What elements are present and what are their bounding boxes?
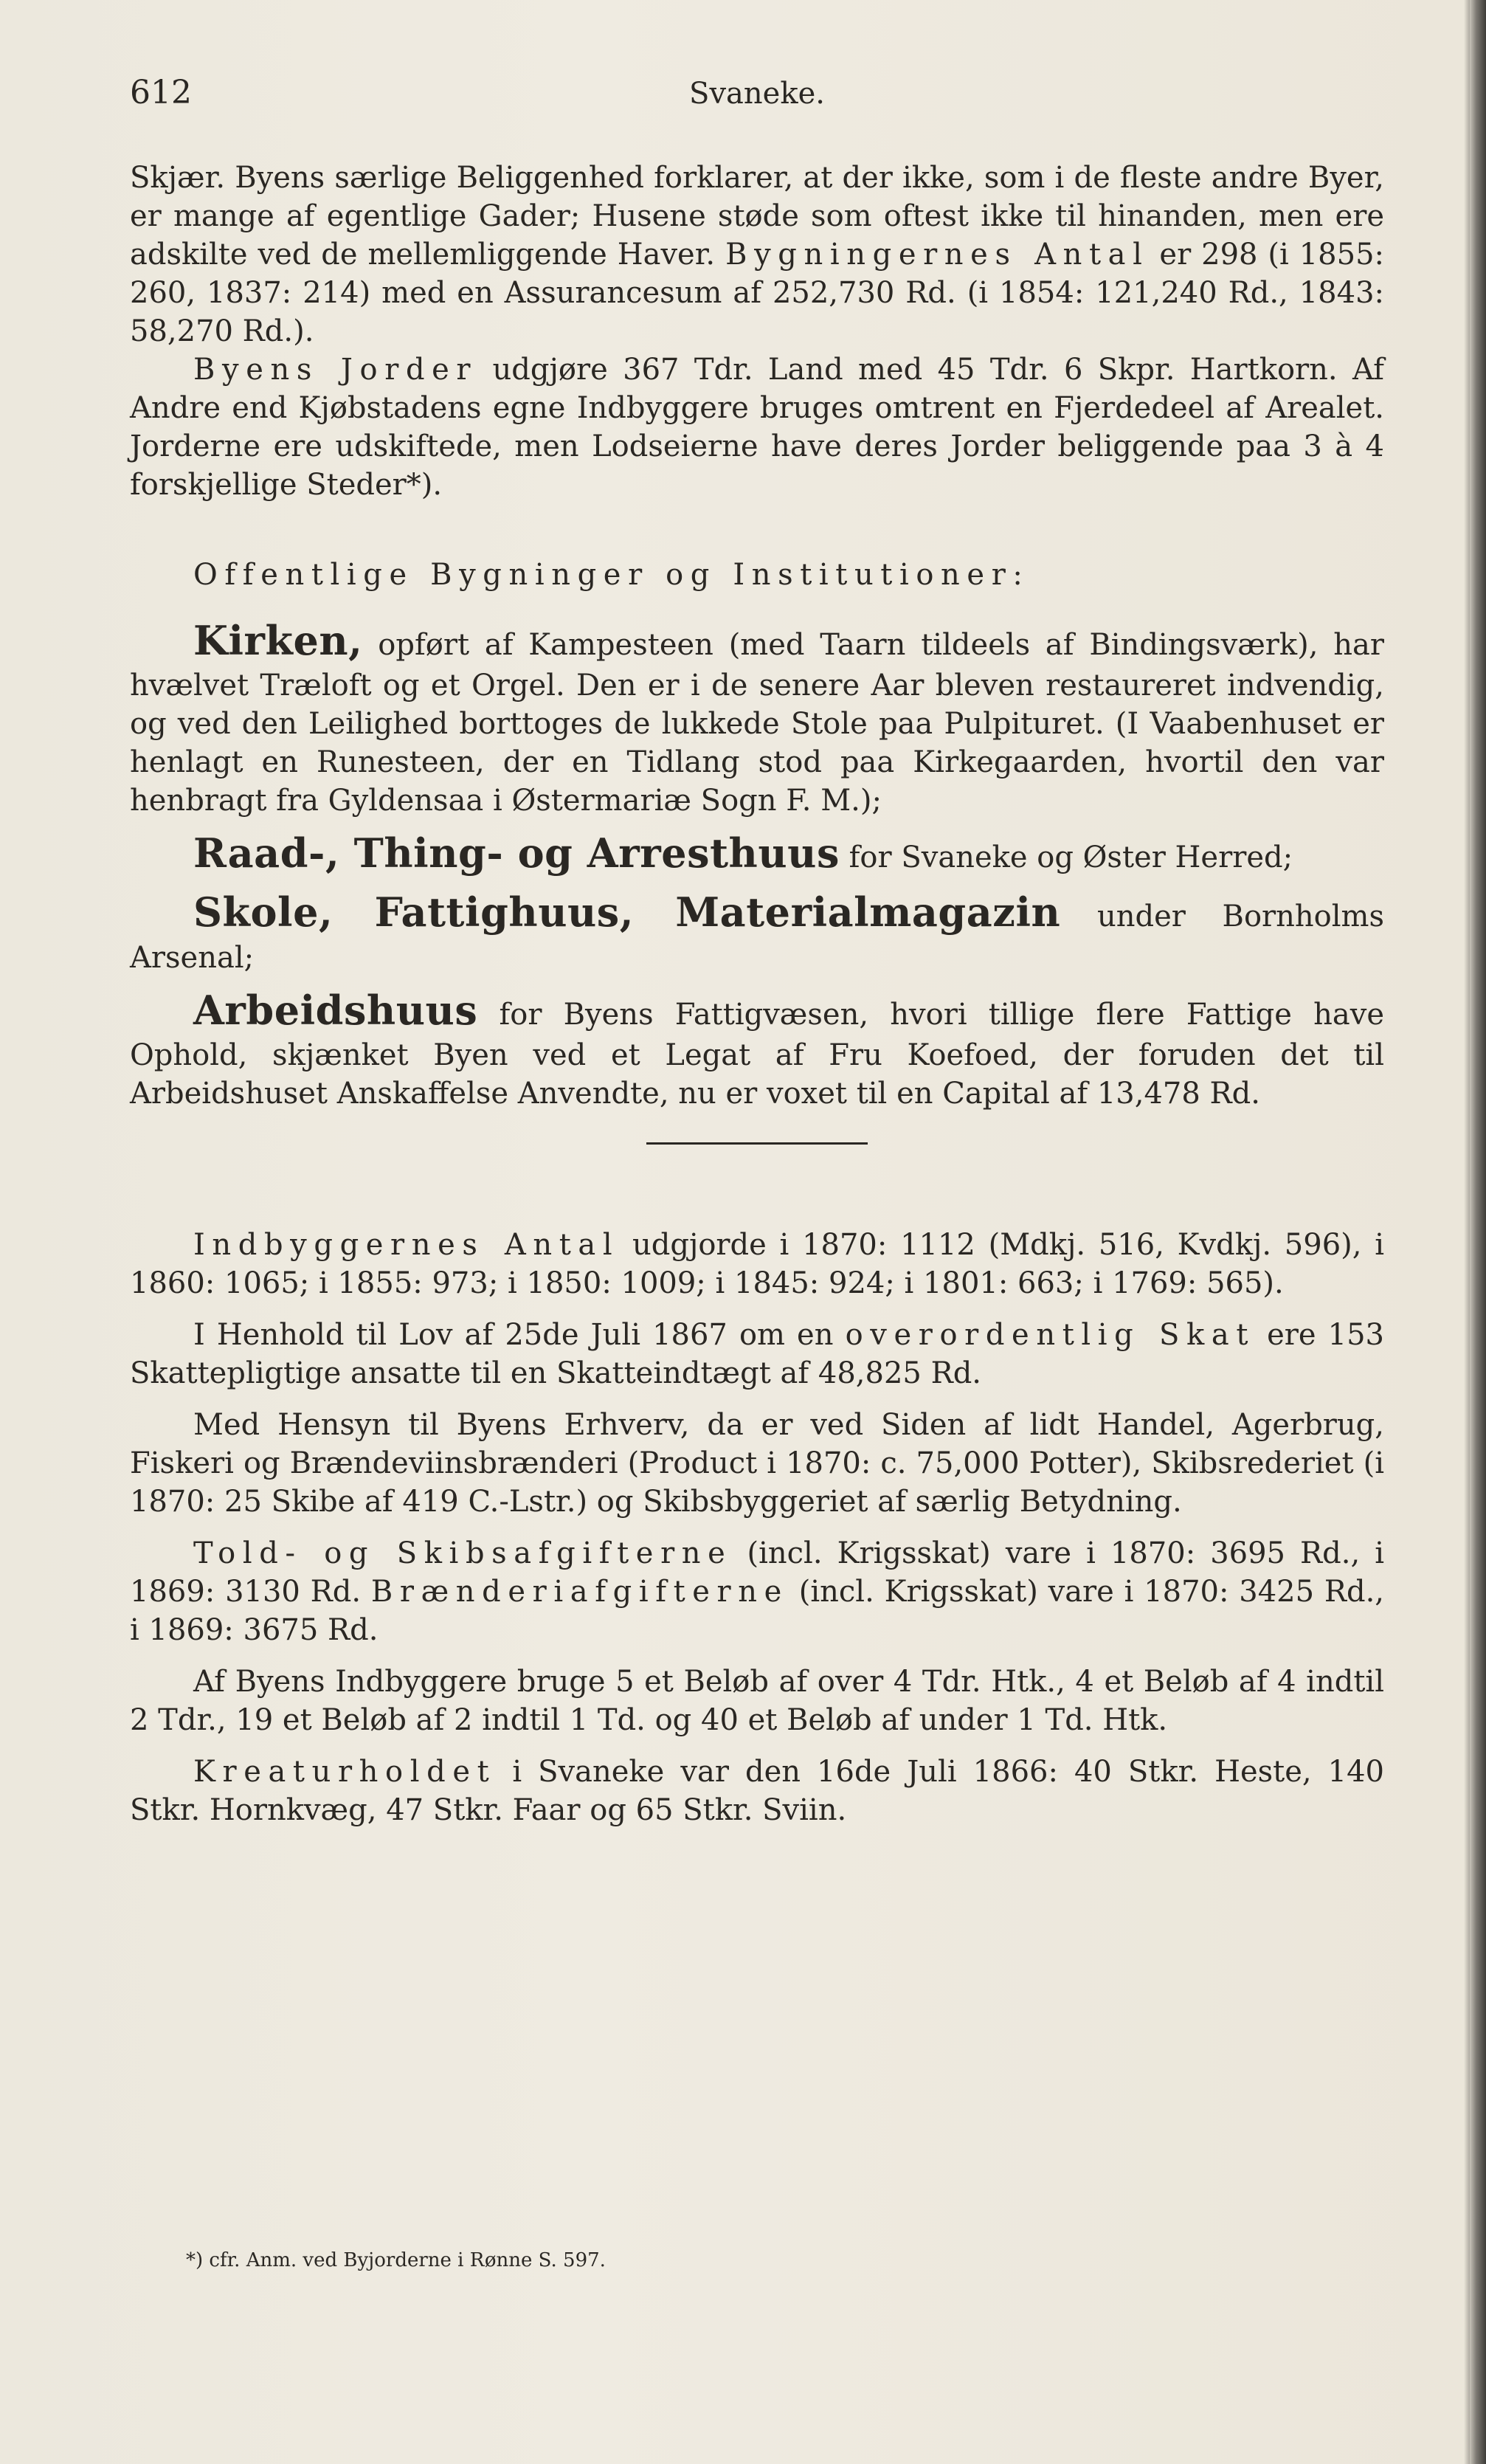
text-run: ere 153 Skattepligtige ansatte til en Skatteindtægt af 48,825 Rd.: [130, 1317, 1385, 1390]
text-run: udgjøre 367 Tdr. Land med 45 Tdr. 6 Skpr. Hartkorn. Af Andre end Kjøbstadens egne Indbyggere bruges omtrent en Fjerdedeel af Arealet. Jorderne ere udskiftede, men Lodseierne have deres Jorder beliggende paa 3 à 4 forskjellige Steder*).: [130, 353, 1384, 502]
text-run: er 298 (i 1855: 260, 1837: 214) med en Assurancesum af 252,730 Rd. (i 1854: 121,240 Rd., 1843: 58,270 Rd.).: [130, 238, 1385, 348]
paragraph-population: [130, 1226, 1384, 1302]
institution-description: for Byens Fattigvæsen, hvori tillige flere Fattige have Ophold, skjænket Byen ved et Legat af Fru Koefoed, der foruden det til Arbeidshuset Anskaffelse Anvendte, nu er voxet til en Capital af 13,478 Rd.: [130, 997, 1384, 1111]
spaced-term: Bygningernes Antal: [725, 238, 1150, 272]
paragraph-trade: Med Hensyn til Byens Erhverv, da er ved Siden af lidt Handel, Agerbrug, Fiskeri og Brændeviinsbrænderi (Product i 1870: c. 75,000 Potter), Skibsrederiet (i 1870: 25 Skibe af 419 C.-Lstr.) og Skibsbyggeriet af særlig Betydning.: [130, 1407, 1384, 1519]
section-heading: Offentlige Bygninger og Institutioner:: [193, 558, 1030, 592]
institution-name: Skole, Fattighuus, Materialmagazin: [193, 888, 1061, 936]
paragraph-livestock: [130, 1753, 1384, 1829]
institution-entry: [130, 827, 1384, 879]
section-divider: [646, 1142, 868, 1145]
text-run: (incl. Krigsskat) vare i 1870: 3695 Rd., i 1869: 3130 Rd.: [130, 1536, 1384, 1609]
institution-entry: [130, 886, 1384, 976]
text-run: i Svaneke var den 16de Juli 1866: 40 Stkr. Heste, 140 Stkr. Hornkvæg, 47 Stkr. Faar og 65 Stkr. Sviin.: [130, 1754, 1385, 1827]
paragraph-buildings: [130, 159, 1384, 351]
institution-entry: [130, 615, 1384, 820]
text-line: hinanden, men ere adskilte ved de mellemliggende Haver.: [130, 199, 1384, 272]
institution-name: Raad-, Thing- og Arresthuus: [193, 829, 840, 877]
spaced-term: Byens Jorder: [193, 353, 478, 387]
text-run: I Henhold til Lov af 25de Juli 1867 om en: [193, 1317, 834, 1352]
book-edge: [1470, 0, 1486, 2464]
paragraph-land: [130, 351, 1384, 504]
paragraph-taxpayers: Af Byens Indbyggere bruge 5 et Beløb af over 4 Tdr. Htk., 4 et Beløb af 4 indtil 2 Tdr., 19 et Beløb af 2 indtil 1 Td. og 40 et Beløb af under 1 Td. Htk.: [130, 1664, 1384, 1737]
text-run: (incl. Krigsskat) vare i 1870: 3425 Rd., i 1869: 3675 Rd.: [130, 1574, 1385, 1647]
institution-description: for Svaneke og Øster Herred;: [849, 841, 1293, 875]
spaced-term: Kreaturholdet: [193, 1754, 497, 1789]
text-line: andre Byer, er mange af egentlige Gader; Husene støde som oftest ikke til: [130, 161, 1385, 233]
running-title: Svaneke.: [689, 77, 825, 111]
body-text: [130, 159, 1384, 1843]
page-gutter-shadow: [1464, 0, 1470, 2464]
footnote: *) cfr. Anm. ved Byjorderne i Rønne S. 597.: [186, 2249, 606, 2271]
text-line: Skjær. Byens særlige Beliggenhed forklarer, at der ikke, som i de fleste: [130, 161, 1202, 195]
page-header: [130, 74, 1384, 125]
institution-description: opført af Kampesteen (med Taarn tildeels af Bindingsværk), har hvælvet Træloft og et Orgel. Den er i de senere Aar bleven restaureret indvendig, og ved den Leilighed borttoges de lukkede Stole paa Pulpituret. (I Vaabenhuset er henlagt en Runesteen, der en Tidlang stod paa Kirkegaarden, hvortil den var henbragt fra Gyldensaa i Østermariæ Sogn F. M.);: [130, 628, 1384, 818]
institution-description: under Bornholms Arsenal;: [130, 900, 1384, 975]
paragraph-duties: [130, 1534, 1384, 1649]
spaced-term: overordentlig Skat: [845, 1317, 1256, 1352]
text-run: udgjorde i 1870: 1112 (Mdkj. 516, Kvdkj. 596), i 1860: 1065; i 1855: 973; i 1850: 1009; i 1845: 924; i 1801: 663; i 1769: 565).: [130, 1227, 1384, 1300]
institution-name: Kirken,: [193, 617, 363, 664]
institution-entry: [130, 984, 1384, 1113]
paragraph-tax: [130, 1316, 1384, 1393]
page-number: 612: [130, 74, 192, 111]
spaced-term: Told- og Skibsafgifterne: [193, 1536, 733, 1570]
spaced-term: Indbyggernes Antal: [193, 1227, 620, 1262]
statistics-section: [130, 1226, 1384, 1829]
institution-name: Arbeidshuus: [193, 986, 478, 1034]
spaced-term: Brænderiafgifterne: [370, 1574, 789, 1609]
